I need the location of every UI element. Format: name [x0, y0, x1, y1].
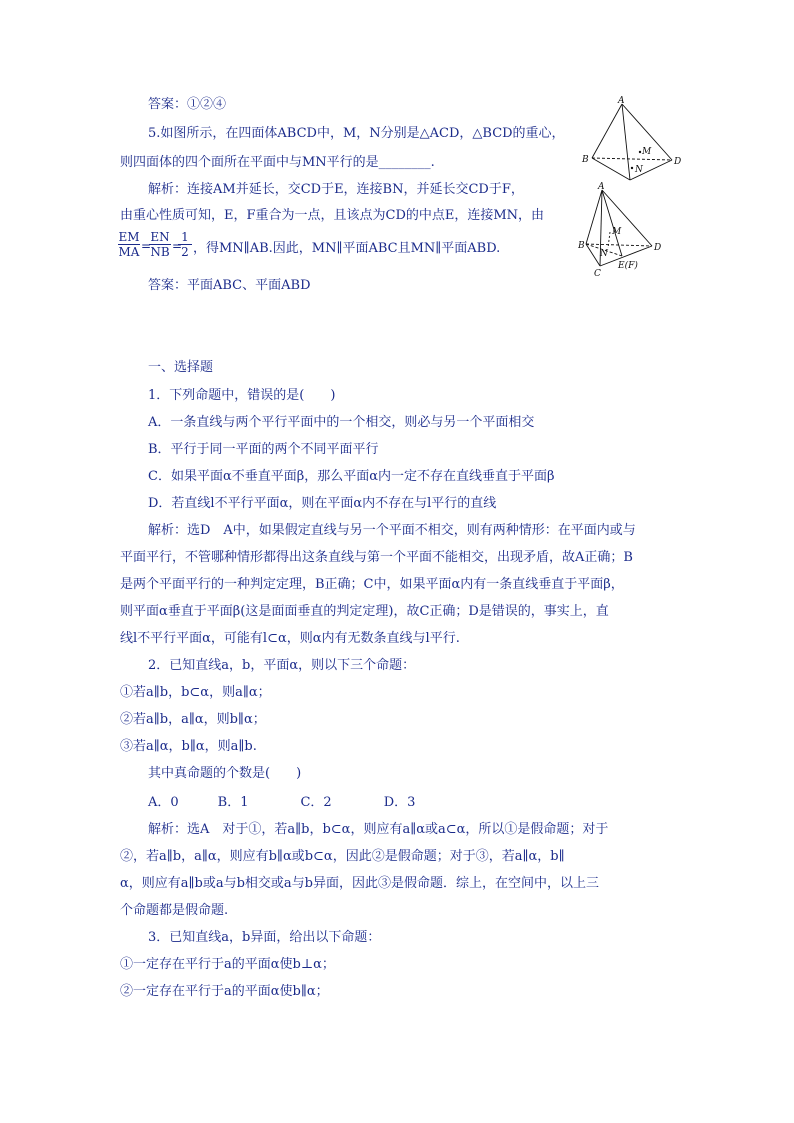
q5-line-1: 5.如图所示，在四面体ABCD中，M，N分别是△ACD，△BCD的重心， [148, 126, 565, 141]
edge-ab [586, 190, 602, 244]
label-ef: E(F) [618, 261, 638, 271]
segment-mn [608, 232, 610, 248]
label-n: N [600, 249, 608, 259]
label-d: D [674, 157, 682, 167]
label-m: M [642, 147, 652, 157]
label-d: D [654, 243, 662, 253]
answer-4: 答案：①②④ [148, 97, 227, 112]
q1-analysis-1: 解析：选D A中，如果假定直线与另一个平面不相交，则有两种情形：在平面内或与 [148, 523, 636, 538]
q3-stem: 3．已知直线a，b异面，给出以下命题： [148, 930, 381, 945]
point-m [639, 151, 641, 153]
edge-bc [592, 158, 630, 180]
q3-prop-2: ②一定存在平行于a的平面α使b∥α； [120, 984, 329, 999]
q2-prop-1: ①若a∥b，b⊂α，则a∥α； [120, 685, 271, 700]
q2-analysis-3: α，则应有a∥b或a与b相交或a与b异面，因此③是假命题．综上，在空间中，以上三 [120, 876, 600, 891]
label-c: C [594, 269, 601, 279]
q2-analysis-4: 个命题都是假命题. [120, 903, 229, 918]
q3-prop-1: ①一定存在平行于a的平面α使b⊥α； [120, 957, 335, 972]
q1-analysis-5: 线l不平行平面α，可能有l⊂α，则α内有无数条直线与l平行. [120, 631, 460, 646]
q1-option-c: C．如果平面α不垂直平面β，那么平面α内一定不存在直线垂直于平面β [148, 469, 555, 484]
label-m: M [612, 227, 622, 237]
q1-analysis-4: 则平面α垂直于平面β(这是面面垂直的判定定理)，故C正确；D是错误的，事实上，直 [120, 604, 609, 619]
q5-analysis-2: 由重心性质可知，E，F重合为一点，且该点为CD的中点E，连接MN，由 [120, 208, 545, 223]
q2-stem: 2．已知直线a，b，平面α，则以下三个命题： [148, 658, 416, 673]
label-a: A [598, 182, 605, 192]
q2-prop-3: ③若a∥α，b∥α，则a∥b. [120, 739, 257, 754]
fraction-en-nb: $\frac{EN}{NB}$ [150, 230, 170, 259]
q1-option-a: A．一条直线与两个平行平面中的一个相交，则必与另一个平面相交 [148, 415, 535, 430]
q2-options: A．0 B．1 C．2 D．3 [148, 795, 416, 810]
fraction-em-ma: $\frac{EM}{MA}$ [118, 230, 140, 259]
point-n [631, 167, 633, 169]
fraction-half: $\frac{1}{2}$ [178, 230, 192, 259]
tetrahedron-figure-1 [578, 96, 690, 182]
tetrahedron-figure-2 [578, 182, 690, 282]
q2-analysis-2: ②，若a∥b，a∥α，则应有b∥α或b⊂α，因此②是假命题；对于③，若a∥α，b∥ [120, 849, 565, 864]
q2-question: 其中真命题的个数是( ) [148, 766, 302, 781]
edge-bc [586, 244, 600, 266]
segment-ae [602, 190, 622, 256]
q1-option-d: D．若直线l不平行平面α，则在平面α内不存在与l平行的直线 [148, 496, 497, 511]
q5-analysis-3: ，得MN∥AB.因此，MN∥平面ABC且MN∥平面ABD. [193, 241, 501, 256]
label-b: B [582, 155, 589, 165]
answer-5: 答案：平面ABC、平面ABD [148, 278, 311, 293]
edge-ac [622, 104, 630, 180]
edge-bd [592, 158, 672, 160]
q2-prop-2: ②若a∥b，a∥α，则b∥α； [120, 712, 266, 727]
label-a: A [618, 96, 625, 106]
q1-analysis-3: 是两个平面平行的一种判定定理，B正确；C中，如果平面α内有一条直线垂直于平面β， [120, 577, 624, 592]
section-heading: 一、选择题 [148, 360, 214, 375]
q2-analysis-1: 解析：选A 对于①，若a∥b，b⊂α，则应有a∥α或a⊂α，所以①是假命题；对于 [148, 822, 609, 837]
equals-2: = [172, 239, 183, 253]
q1-option-b: B．平行于同一平面的两个不同平面平行 [148, 442, 379, 457]
equals-1: = [141, 239, 152, 253]
q5-analysis-1: 解析：连接AM并延长，交CD于E，连接BN，并延长交CD于F， [148, 182, 524, 197]
q1-stem: 1．下列命题中，错误的是( ) [148, 388, 336, 403]
label-b: B [578, 241, 585, 251]
label-n: N [635, 165, 643, 175]
q5-line-2: 则四面体的四个面所在平面中与MN平行的是________. [120, 155, 435, 170]
q1-analysis-2: 平面平行，不管哪种情形都得出这条直线与第一个平面不能相交，出现矛盾，故A正确；B [120, 550, 633, 565]
edge-ab [592, 104, 622, 158]
